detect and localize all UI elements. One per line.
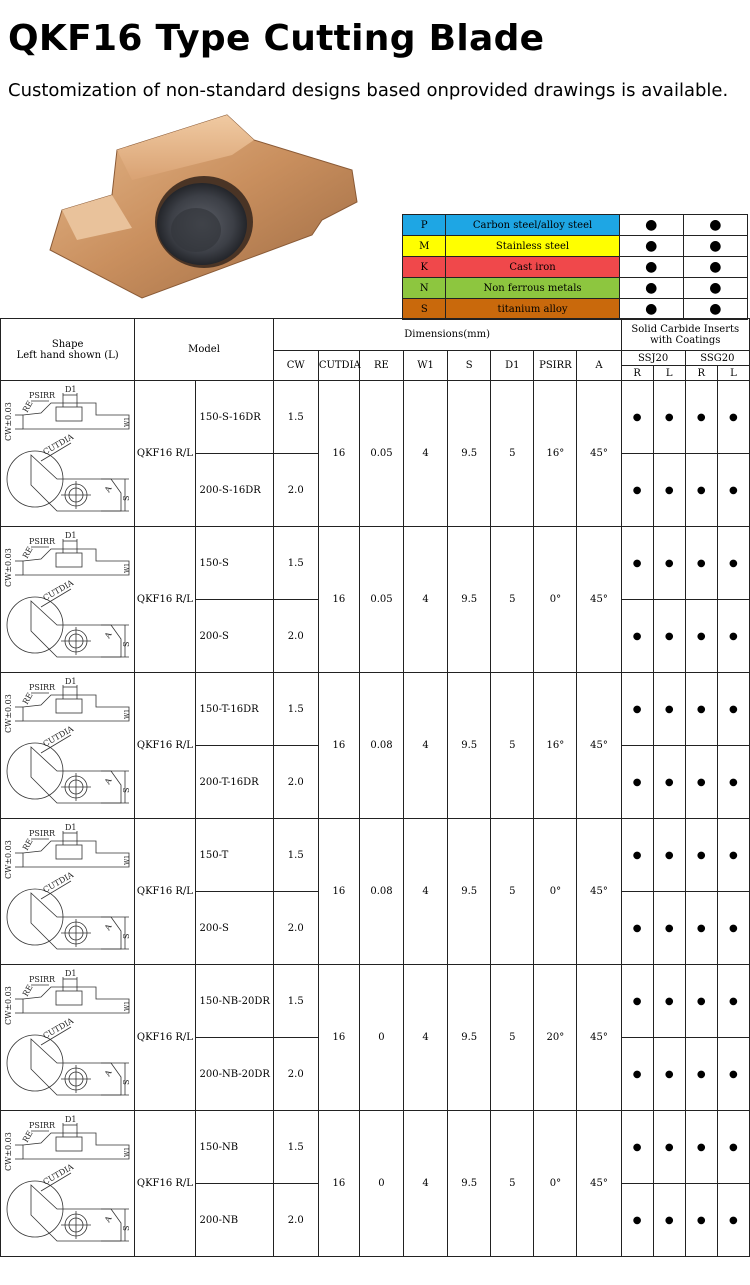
material-code: S xyxy=(403,299,446,320)
material-row xyxy=(403,215,748,236)
w1-cell: 4 xyxy=(404,381,448,527)
re-cell: 0.05 xyxy=(359,381,403,527)
svg-text:CUTDIA: CUTDIA xyxy=(41,1161,76,1187)
svg-text:D1: D1 xyxy=(65,676,77,686)
svg-text:A: A xyxy=(102,921,114,932)
cw-cell: 1.5 xyxy=(273,819,318,892)
availability-mark: ● xyxy=(621,1111,653,1184)
blade-product-image xyxy=(22,110,362,305)
svg-text:A: A xyxy=(102,1213,114,1224)
col-cw: CW xyxy=(273,351,318,381)
material-mark: ● xyxy=(683,299,747,320)
svg-text:PSIRR: PSIRR xyxy=(29,682,56,692)
psirr-cell: 20° xyxy=(534,965,577,1111)
cw-cell: 1.5 xyxy=(273,527,318,600)
s-cell: 9.5 xyxy=(448,527,491,673)
availability-mark: ● xyxy=(621,746,653,819)
cw-cell: 2.0 xyxy=(273,1184,318,1257)
availability-mark: ● xyxy=(717,965,749,1038)
table-row xyxy=(1,527,750,600)
model-cell: 200-S-16DR xyxy=(195,454,273,527)
psirr-cell: 0° xyxy=(534,527,577,673)
a-cell: 45° xyxy=(577,381,621,527)
shape-cell xyxy=(1,1111,135,1257)
shape-drawing xyxy=(1,967,133,1109)
col-group-ssj20: SSJ20 xyxy=(621,351,685,366)
w1-cell: 4 xyxy=(404,673,448,819)
availability-mark: ● xyxy=(685,600,717,673)
svg-text:S: S xyxy=(122,641,131,647)
svg-text:RE: RE xyxy=(20,544,35,560)
d1-cell: 5 xyxy=(491,673,534,819)
svg-text:S: S xyxy=(122,787,131,793)
shape-drawing xyxy=(1,383,133,525)
col-d1: D1 xyxy=(491,351,534,381)
svg-text:CW±0.03: CW±0.03 xyxy=(4,547,13,587)
shape-header: Shape Left hand shown (L) xyxy=(1,319,135,381)
svg-text:PSIRR: PSIRR xyxy=(29,536,56,546)
availability-mark: ● xyxy=(685,1184,717,1257)
availability-mark: ● xyxy=(685,965,717,1038)
material-mark: ● xyxy=(683,215,747,236)
svg-text:PSIRR: PSIRR xyxy=(29,828,56,838)
svg-text:S: S xyxy=(122,1225,131,1231)
re-cell: 0.08 xyxy=(359,819,403,965)
availability-mark: ● xyxy=(621,965,653,1038)
re-cell: 0 xyxy=(359,965,403,1111)
svg-text:PSIRR: PSIRR xyxy=(29,390,56,400)
shape-cell xyxy=(1,527,135,673)
svg-text:CW±0.03: CW±0.03 xyxy=(4,401,13,441)
family-cell: QKF16 R/L xyxy=(135,673,195,819)
cw-cell: 1.5 xyxy=(273,1111,318,1184)
col-psirr: PSIRR xyxy=(534,351,577,381)
svg-text:D1: D1 xyxy=(65,822,77,832)
svg-text:W1: W1 xyxy=(124,562,131,573)
availability-mark: ● xyxy=(685,1038,717,1111)
shape-cell xyxy=(1,965,135,1111)
model-cell: 200-S xyxy=(195,892,273,965)
availability-mark: ● xyxy=(685,673,717,746)
cutdia-cell: 16 xyxy=(318,527,359,673)
family-cell: QKF16 R/L xyxy=(135,527,195,673)
cw-cell: 1.5 xyxy=(273,673,318,746)
availability-mark: ● xyxy=(717,1184,749,1257)
svg-text:S: S xyxy=(122,495,131,501)
availability-mark: ● xyxy=(653,892,685,965)
model-cell: 200-T-16DR xyxy=(195,746,273,819)
svg-text:RE: RE xyxy=(20,1128,35,1144)
material-name: Cast iron xyxy=(446,257,619,278)
availability-mark: ● xyxy=(685,892,717,965)
family-cell: QKF16 R/L xyxy=(135,819,195,965)
family-cell: QKF16 R/L xyxy=(135,965,195,1111)
cw-cell: 2.0 xyxy=(273,600,318,673)
d1-cell: 5 xyxy=(491,819,534,965)
availability-mark: ● xyxy=(717,819,749,892)
svg-text:D1: D1 xyxy=(65,1114,77,1124)
svg-text:W1: W1 xyxy=(124,416,131,427)
col-re: RE xyxy=(359,351,403,381)
material-mark: ● xyxy=(683,257,747,278)
availability-mark: ● xyxy=(653,1111,685,1184)
a-cell: 45° xyxy=(577,819,621,965)
shape-drawing xyxy=(1,529,133,671)
svg-text:W1: W1 xyxy=(124,708,131,719)
inserts-header: Solid Carbide Inserts with Coatings xyxy=(621,319,749,351)
cutdia-cell: 16 xyxy=(318,965,359,1111)
material-mark: ● xyxy=(619,299,683,320)
svg-text:D1: D1 xyxy=(65,384,77,394)
page-title: QKF16 Type Cutting Blade xyxy=(8,18,545,59)
material-code: M xyxy=(403,236,446,257)
w1-cell: 4 xyxy=(404,965,448,1111)
material-row xyxy=(403,278,748,299)
svg-text:RE: RE xyxy=(20,836,35,852)
cw-cell: 1.5 xyxy=(273,965,318,1038)
col-cutdia: CUTDIA xyxy=(318,351,359,381)
availability-mark: ● xyxy=(717,1038,749,1111)
material-code: K xyxy=(403,257,446,278)
model-cell: 150-T-16DR xyxy=(195,673,273,746)
material-table xyxy=(402,214,748,320)
svg-text:A: A xyxy=(102,629,114,640)
a-cell: 45° xyxy=(577,673,621,819)
availability-mark: ● xyxy=(717,381,749,454)
col-group-ssg20: SSG20 xyxy=(685,351,749,366)
d1-cell: 5 xyxy=(491,965,534,1111)
material-mark: ● xyxy=(619,215,683,236)
material-code: P xyxy=(403,215,446,236)
material-row xyxy=(403,299,748,320)
col-w1: W1 xyxy=(404,351,448,381)
shape-drawing xyxy=(1,1113,133,1255)
availability-mark: ● xyxy=(621,600,653,673)
svg-text:W1: W1 xyxy=(124,1146,131,1157)
availability-mark: ● xyxy=(717,892,749,965)
availability-mark: ● xyxy=(621,819,653,892)
family-cell: QKF16 R/L xyxy=(135,1111,195,1257)
cutdia-cell: 16 xyxy=(318,1111,359,1257)
svg-text:CW±0.03: CW±0.03 xyxy=(4,985,13,1025)
availability-mark: ● xyxy=(685,454,717,527)
svg-text:CW±0.03: CW±0.03 xyxy=(4,1131,13,1171)
s-cell: 9.5 xyxy=(448,965,491,1111)
availability-mark: ● xyxy=(653,600,685,673)
svg-text:A: A xyxy=(102,1067,114,1078)
re-cell: 0.05 xyxy=(359,527,403,673)
material-name: Non ferrous metals xyxy=(446,278,619,299)
availability-mark: ● xyxy=(685,1111,717,1184)
material-mark: ● xyxy=(619,236,683,257)
svg-text:RE: RE xyxy=(20,398,35,414)
material-name: Stainless steel xyxy=(446,236,619,257)
cw-cell: 1.5 xyxy=(273,381,318,454)
d1-cell: 5 xyxy=(491,381,534,527)
s-cell: 9.5 xyxy=(448,819,491,965)
a-cell: 45° xyxy=(577,1111,621,1257)
svg-text:CUTDIA: CUTDIA xyxy=(41,431,76,457)
cutdia-cell: 16 xyxy=(318,673,359,819)
d1-cell: 5 xyxy=(491,1111,534,1257)
w1-cell: 4 xyxy=(404,527,448,673)
psirr-cell: 0° xyxy=(534,819,577,965)
svg-text:CUTDIA: CUTDIA xyxy=(41,577,76,603)
svg-text:S: S xyxy=(122,1079,131,1085)
cw-cell: 2.0 xyxy=(273,892,318,965)
cutdia-cell: 16 xyxy=(318,381,359,527)
a-cell: 45° xyxy=(577,527,621,673)
availability-mark: ● xyxy=(685,819,717,892)
re-cell: 0 xyxy=(359,1111,403,1257)
dimensions-header: Dimensions(mm) xyxy=(273,319,621,351)
material-mark: ● xyxy=(619,278,683,299)
table-row xyxy=(1,965,750,1038)
availability-mark: ● xyxy=(621,1038,653,1111)
col-s: S xyxy=(448,351,491,381)
cw-cell: 2.0 xyxy=(273,1038,318,1111)
psirr-cell: 0° xyxy=(534,1111,577,1257)
table-row xyxy=(1,1111,750,1184)
d1-cell: 5 xyxy=(491,527,534,673)
shape-cell xyxy=(1,673,135,819)
availability-mark: ● xyxy=(685,527,717,600)
svg-text:CW±0.03: CW±0.03 xyxy=(4,839,13,879)
svg-text:RE: RE xyxy=(20,690,35,706)
availability-mark: ● xyxy=(621,381,653,454)
material-mark: ● xyxy=(683,278,747,299)
s-cell: 9.5 xyxy=(448,381,491,527)
availability-mark: ● xyxy=(717,600,749,673)
availability-mark: ● xyxy=(653,965,685,1038)
availability-mark: ● xyxy=(685,381,717,454)
a-cell: 45° xyxy=(577,965,621,1111)
material-mark: ● xyxy=(683,236,747,257)
svg-text:W1: W1 xyxy=(124,854,131,865)
shape-drawing xyxy=(1,675,133,817)
w1-cell: 4 xyxy=(404,1111,448,1257)
availability-mark: ● xyxy=(717,1111,749,1184)
svg-text:A: A xyxy=(102,775,114,786)
availability-mark: ● xyxy=(621,454,653,527)
availability-mark: ● xyxy=(653,1038,685,1111)
model-cell: 200-S xyxy=(195,600,273,673)
availability-mark: ● xyxy=(717,746,749,819)
material-name: Carbon steel/alloy steel xyxy=(446,215,619,236)
svg-text:W1: W1 xyxy=(124,1000,131,1011)
model-header: Model xyxy=(135,319,273,381)
model-cell: 150-NB xyxy=(195,1111,273,1184)
table-row xyxy=(1,819,750,892)
model-cell: 150-NB-20DR xyxy=(195,965,273,1038)
availability-mark: ● xyxy=(621,527,653,600)
model-cell: 150-S xyxy=(195,527,273,600)
availability-mark: ● xyxy=(621,1184,653,1257)
model-cell: 200-NB xyxy=(195,1184,273,1257)
w1-cell: 4 xyxy=(404,819,448,965)
svg-text:CW±0.03: CW±0.03 xyxy=(4,693,13,733)
material-name: titanium alloy xyxy=(446,299,619,320)
col-ssg20-r: R xyxy=(685,366,717,381)
s-cell: 9.5 xyxy=(448,1111,491,1257)
psirr-cell: 16° xyxy=(534,381,577,527)
family-cell: QKF16 R/L xyxy=(135,381,195,527)
col-a: A xyxy=(577,351,621,381)
svg-text:D1: D1 xyxy=(65,530,77,540)
svg-text:D1: D1 xyxy=(65,968,77,978)
svg-text:CUTDIA: CUTDIA xyxy=(41,1015,76,1041)
material-mark: ● xyxy=(619,257,683,278)
availability-mark: ● xyxy=(653,819,685,892)
availability-mark: ● xyxy=(621,673,653,746)
availability-mark: ● xyxy=(653,746,685,819)
col-ssj20-l: L xyxy=(653,366,685,381)
psirr-cell: 16° xyxy=(534,673,577,819)
cw-cell: 2.0 xyxy=(273,746,318,819)
page-subtitle: Customization of non-standard designs based onprovided drawings is available. xyxy=(8,80,729,101)
svg-text:PSIRR: PSIRR xyxy=(29,974,56,984)
svg-text:PSIRR: PSIRR xyxy=(29,1120,56,1130)
col-ssg20-l: L xyxy=(717,366,749,381)
cutdia-cell: 16 xyxy=(318,819,359,965)
availability-mark: ● xyxy=(653,454,685,527)
s-cell: 9.5 xyxy=(448,673,491,819)
cw-cell: 2.0 xyxy=(273,454,318,527)
availability-mark: ● xyxy=(717,454,749,527)
availability-mark: ● xyxy=(653,381,685,454)
availability-mark: ● xyxy=(717,673,749,746)
model-cell: 150-T xyxy=(195,819,273,892)
availability-mark: ● xyxy=(685,746,717,819)
svg-text:CUTDIA: CUTDIA xyxy=(41,869,76,895)
svg-text:RE: RE xyxy=(20,982,35,998)
shape-cell xyxy=(1,819,135,965)
availability-mark: ● xyxy=(653,673,685,746)
material-row xyxy=(403,236,748,257)
availability-mark: ● xyxy=(717,527,749,600)
material-code: N xyxy=(403,278,446,299)
col-ssj20-r: R xyxy=(621,366,653,381)
shape-drawing xyxy=(1,821,133,963)
material-row xyxy=(403,257,748,278)
table-row xyxy=(1,673,750,746)
availability-mark: ● xyxy=(653,527,685,600)
table-row xyxy=(1,381,750,454)
svg-text:CUTDIA: CUTDIA xyxy=(41,723,76,749)
svg-text:A: A xyxy=(102,483,114,494)
shape-cell xyxy=(1,381,135,527)
availability-mark: ● xyxy=(621,892,653,965)
spec-table xyxy=(0,318,750,1257)
model-cell: 200-NB-20DR xyxy=(195,1038,273,1111)
availability-mark: ● xyxy=(653,1184,685,1257)
svg-text:S: S xyxy=(122,933,131,939)
re-cell: 0.08 xyxy=(359,673,403,819)
model-cell: 150-S-16DR xyxy=(195,381,273,454)
